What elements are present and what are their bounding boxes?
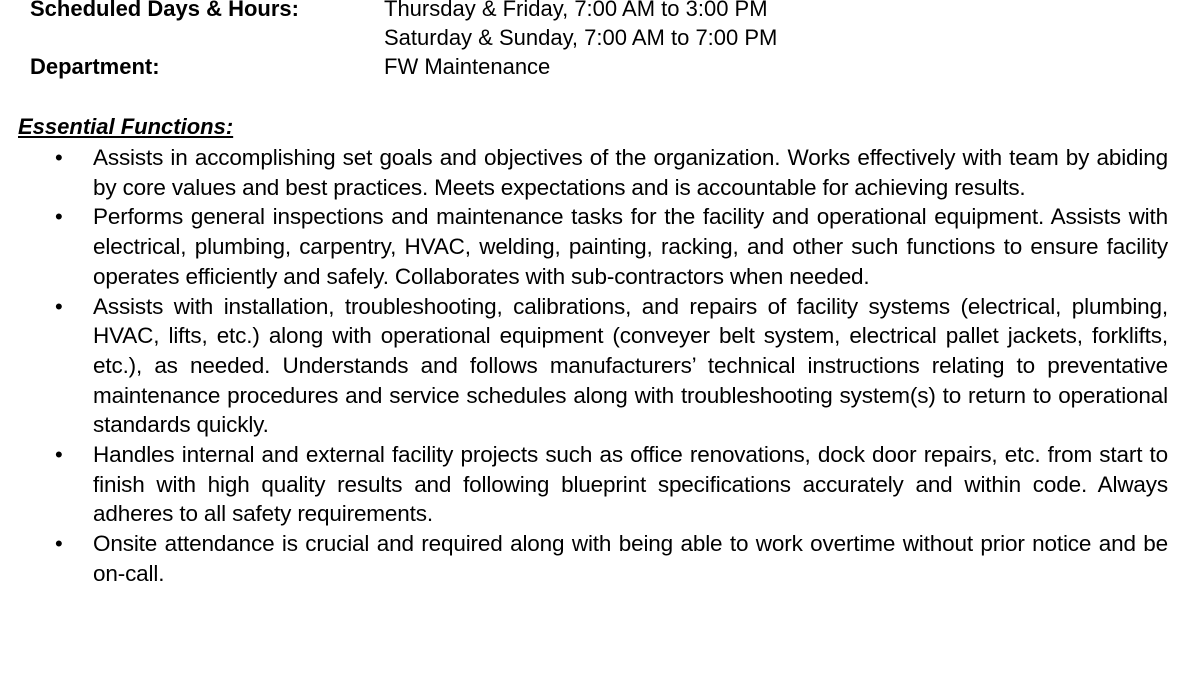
essential-functions-list [0,143,1200,589]
list-item-text: Assists in accomplishing set goals and objectives of the organization. Works effectively with team by abiding by core values and best practices. Meets expectations and is accountable for achieving results. [93,145,1168,200]
bullet-icon: • [55,204,63,230]
essential-functions-heading: Essential Functions: [18,114,234,139]
list-item [0,202,1200,291]
list-item [0,440,1200,529]
list-item [0,529,1200,588]
schedule-value-line1: Thursday & Friday, 7:00 AM to 3:00 PM [384,0,768,21]
department-value: FW Maintenance [384,54,551,79]
bullet-icon: • [55,293,63,319]
schedule-value-line2: Saturday & Sunday, 7:00 AM to 7:00 PM [384,25,778,50]
list-item-text: Handles internal and external facility projects such as office renovations, dock door repairs, etc. from start to finish with high quality results and following blueprint specifications accurately and within code. Always adheres to all safety requirements. [93,442,1168,527]
department-label: Department: [30,54,160,79]
bullet-icon: • [55,442,63,468]
list-item-text: Performs general inspections and maintenance tasks for the facility and operational equipment. Assists with electrical, plumbing, carpentry, HVAC, welding, painting, racking, and other such functions to ensure facility operates efficiently and safely. Collaborates with sub-contractors when needed. [93,204,1168,289]
bullet-icon: • [55,531,63,557]
list-item [0,143,1200,202]
list-item [0,292,1200,441]
list-item-text: Assists with installation, troubleshooting, calibrations, and repairs of facility systems (electrical, plumbing, HVAC, lifts, etc.) along with operational equipment (conveyer belt system, electrical pallet jackets, forklifts, etc.), as needed. Understands and follows manufacturers’ technical instructions relating to preventative maintenance procedures and service schedules along with troubleshooting system(s) to return to operational standards quickly. [93,293,1168,438]
bullet-icon: • [55,145,63,170]
schedule-label: Scheduled Days & Hours: [30,0,299,21]
list-item-text: Onsite attendance is crucial and required along with being able to work overtime without prior notice and be on-call. [93,531,1168,586]
